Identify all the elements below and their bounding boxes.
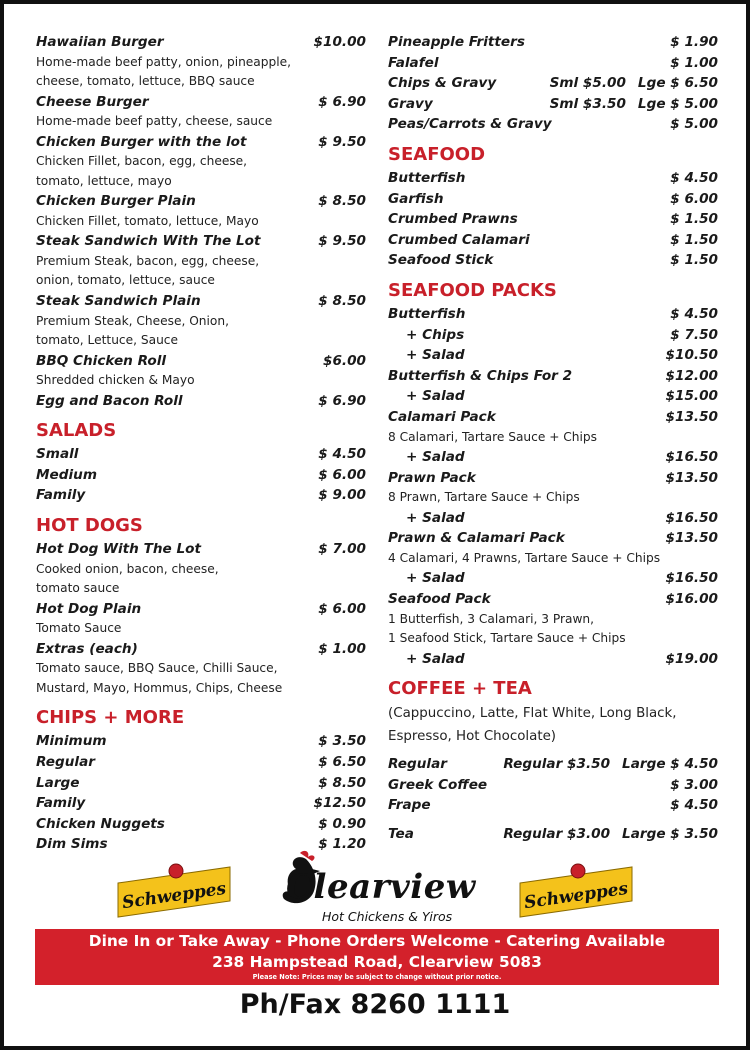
item-price: $ 4.50: [670, 797, 718, 814]
menu-item-row: [388, 209, 718, 230]
item-price: $ 7.50: [670, 326, 718, 343]
item-name: Greek Coffee: [388, 776, 488, 793]
item-name: Butterfish: [388, 305, 466, 322]
item-name: Medium: [36, 466, 97, 483]
left-column: [36, 32, 366, 855]
item-name: Crumbed Prawns: [388, 211, 518, 228]
item-price: $ 1.00: [318, 640, 366, 657]
item-name: Dim Sims: [36, 836, 108, 853]
menu-item-row: [388, 508, 718, 529]
item-name: Butterfish & Chips For 2: [388, 367, 573, 384]
item-name: Large: [36, 774, 80, 791]
item-price: $ 6.00: [318, 466, 366, 483]
item-price: Lge $ 6.50: [637, 75, 718, 92]
coffee-desc-line: (Cappuccino, Latte, Flat White, Long Black,: [388, 706, 677, 722]
banner-address: 238 Hampstead Road, Clearview 5083: [212, 953, 542, 971]
menu-item-row: [36, 92, 366, 113]
brand-name: Clearview: [286, 867, 476, 907]
seafood-section: [388, 168, 718, 271]
info-banner: [35, 929, 719, 985]
menu-item-row: [388, 73, 718, 94]
item-name: BBQ Chicken Roll: [36, 352, 167, 369]
menu-item-row: [388, 32, 718, 53]
seafood-packs-section: [388, 304, 718, 669]
coffee-description: [388, 702, 718, 748]
item-name: Family: [36, 795, 86, 812]
item-price: $ 8.50: [318, 193, 366, 210]
item-name: Steak Sandwich Plain: [36, 292, 201, 309]
menu-item-row: [388, 528, 718, 549]
item-price: $ 6.00: [670, 190, 718, 207]
item-name: Calamari Pack: [388, 408, 496, 425]
item-price: $ 8.50: [318, 774, 366, 791]
tea-row: [388, 824, 718, 845]
item-name: Prawn & Calamari Pack: [388, 530, 565, 547]
item-description: Chicken Fillet, tomato, lettuce, Mayo: [36, 213, 259, 228]
item-name: Chips & Gravy: [388, 75, 497, 92]
item-price: $ 4.50: [670, 169, 718, 186]
item-name: Gravy: [388, 95, 433, 112]
schweppes-wordmark: Schweppes: [120, 878, 228, 914]
item-price: $ 1.90: [670, 34, 718, 50]
clearview-brand: [266, 849, 486, 929]
item-name: Frape: [388, 797, 431, 814]
item-price: $ 1.50: [670, 231, 718, 248]
menu-item-row: [388, 468, 718, 489]
menu-item-row: [36, 752, 366, 773]
item-name: + Salad: [406, 570, 465, 587]
item-description: 4 Calamari, 4 Prawns, Tartare Sauce + Chips: [388, 550, 661, 565]
brand-subtitle: Hot Chickens & Yiros: [322, 909, 453, 924]
menu-item-row: [388, 325, 718, 346]
item-name: Seafood Stick: [388, 252, 494, 269]
item-price: $16.50: [665, 449, 718, 465]
item-description: Shredded chicken & Mayo: [36, 373, 195, 388]
item-price: Large $ 3.50: [622, 825, 718, 842]
burgers-section: [36, 32, 366, 411]
item-price: $16.00: [665, 590, 718, 607]
schweppes-logo-right: [516, 861, 636, 919]
item-price: $16.50: [665, 570, 718, 587]
menu-item-row: [388, 366, 718, 387]
item-price: $ 1.50: [670, 211, 718, 228]
menu-item-row: [36, 32, 366, 53]
item-price: Lge $ 5.00: [637, 95, 718, 112]
item-name: Hot Dog With The Lot: [36, 541, 201, 558]
hotdogs-title: HOT DOGS: [36, 515, 143, 537]
item-price: $15.00: [665, 388, 718, 405]
item-description: Home-made beef patty, onion, pineapple,: [36, 54, 291, 69]
menu-item-row: [36, 731, 366, 752]
item-price: $ 3.50: [318, 733, 366, 750]
item-name: + Salad: [406, 388, 465, 405]
item-description: Premium Steak, bacon, egg, cheese,: [36, 253, 260, 268]
menu-item-row: [388, 386, 718, 407]
item-name: + Salad: [406, 509, 465, 526]
menu-item-row: [388, 94, 718, 115]
item-name: Crumbed Calamari: [388, 231, 530, 248]
item-price: $ 1.50: [670, 252, 718, 269]
banner-services: Dine In or Take Away - Phone Orders Welcome - Catering Available: [88, 932, 666, 950]
footer-logos: [4, 849, 746, 929]
item-price: $ 1.00: [670, 54, 718, 71]
menu-item-row: [388, 304, 718, 325]
item-price: $19.00: [665, 650, 718, 667]
menu-item-row: [388, 189, 718, 210]
menu-item-row: [36, 773, 366, 794]
item-price: $13.50: [665, 408, 718, 425]
menu-item-row: [36, 639, 366, 660]
item-price: $ 8.50: [318, 292, 366, 309]
item-name: Steak Sandwich With The Lot: [36, 233, 261, 250]
menu-item-row: [388, 568, 718, 589]
item-description: tomato sauce: [36, 581, 120, 596]
menu-item-row: [36, 291, 366, 312]
menu-item-row: [36, 351, 366, 372]
item-name: Cheese Burger: [36, 93, 149, 110]
item-name: Family: [36, 487, 86, 504]
item-name: Hot Dog Plain: [36, 600, 142, 617]
menu-item-row: [388, 649, 718, 670]
item-price: $ 5.00: [670, 116, 718, 133]
item-price: $ 6.00: [318, 600, 366, 617]
item-description: 8 Calamari, Tartare Sauce + Chips: [388, 429, 598, 444]
banner-note: Please Note: Prices may be subject to change without prior notice.: [252, 973, 502, 981]
item-name: + Chips: [406, 326, 465, 343]
item-price: $16.50: [665, 509, 718, 526]
item-name: Garfish: [388, 190, 444, 207]
menu-item-row: [36, 539, 366, 560]
menu-item-row: [388, 775, 718, 796]
item-name: Falafel: [388, 54, 439, 71]
menu-item-row: [36, 391, 366, 412]
menu-item-row: [388, 589, 718, 610]
salads-title: SALADS: [36, 420, 117, 442]
sides-section: [388, 32, 718, 135]
item-price: $ 6.90: [318, 392, 366, 409]
menu-item-row: [388, 114, 718, 135]
item-price: $13.50: [665, 530, 718, 547]
item-name: Minimum: [36, 733, 107, 750]
item-price: $13.50: [665, 469, 718, 486]
schweppes-logo-left: [114, 861, 234, 919]
menu-item-row: [388, 795, 718, 816]
packs-title: SEAFOOD PACKS: [388, 279, 557, 301]
item-price: $ 6.90: [318, 93, 366, 110]
item-name: Regular: [388, 756, 447, 773]
item-price: $ 0.90: [318, 815, 366, 832]
item-description: cheese, tomato, lettuce, BBQ sauce: [36, 74, 255, 89]
menu-item-row: [36, 599, 366, 620]
item-description: Tomato Sauce: [36, 621, 122, 636]
item-description: 1 Butterfish, 3 Calamari, 3 Prawn,: [388, 611, 595, 626]
item-description: onion, tomato, lettuce, sauce: [36, 273, 215, 288]
item-name: + Salad: [406, 347, 465, 364]
item-price: $ 1.20: [318, 836, 366, 853]
menu-item-row: [36, 485, 366, 506]
item-name: Butterfish: [388, 169, 466, 186]
item-description: tomato, Lettuce, Sauce: [36, 333, 178, 348]
item-price: $ 9.50: [318, 233, 366, 250]
item-description: 8 Prawn, Tartare Sauce + Chips: [388, 490, 580, 505]
item-description: 1 Seafood Stick, Tartare Sauce + Chips: [388, 631, 626, 646]
salads-section: [36, 444, 366, 506]
item-price: $ 4.50: [670, 305, 718, 322]
item-price: $12.50: [313, 795, 366, 812]
item-name: Pineapple Fritters: [388, 34, 525, 50]
menu-item-row: [36, 793, 366, 814]
menu-item-row: [36, 814, 366, 835]
item-price: $ 9.00: [318, 487, 366, 504]
menu-item-row: [36, 132, 366, 153]
item-price: $6.00: [323, 352, 366, 369]
menu-item-row: [388, 754, 718, 775]
item-price: $ 3.00: [670, 776, 718, 793]
item-mid-price: Sml $5.00: [549, 75, 626, 92]
chips-title: CHIPS + MORE: [36, 707, 185, 729]
item-mid-price: Regular $3.00: [503, 825, 611, 842]
coffee-desc-line: Espresso, Hot Chocolate): [388, 729, 557, 745]
item-mid-price: Regular $3.50: [503, 756, 611, 773]
menu-item-row: [36, 231, 366, 252]
item-name: Chicken Burger Plain: [36, 193, 196, 210]
seafood-title: SEAFOOD: [388, 143, 486, 165]
menu-item-row: [388, 407, 718, 428]
phone-number: Ph/Fax 8260 1111: [239, 989, 511, 1020]
item-name: Peas/Carrots & Gravy: [388, 116, 552, 133]
hotdogs-section: [36, 539, 366, 698]
item-name: Extras (each): [36, 640, 138, 657]
item-description: Mustard, Mayo, Hommus, Chips, Cheese: [36, 680, 283, 695]
menu-item-row: [388, 168, 718, 189]
item-price: $12.00: [665, 367, 718, 384]
item-name: Chicken Nuggets: [36, 815, 165, 832]
coffee-title: COFFEE + TEA: [388, 678, 532, 700]
item-name: + Salad: [406, 650, 465, 667]
item-price: Large $ 4.50: [622, 756, 718, 773]
item-description: tomato, lettuce, mayo: [36, 173, 172, 188]
item-name: + Salad: [406, 449, 465, 465]
coffee-section: [388, 754, 718, 816]
item-price: $ 9.50: [318, 133, 366, 150]
item-name: Hawaiian Burger: [36, 34, 164, 50]
item-name: Tea: [388, 825, 414, 842]
menu-item-row: [388, 230, 718, 251]
item-price: $10.00: [313, 34, 366, 50]
item-name: Chicken Burger with the lot: [36, 133, 247, 150]
item-description: Chicken Fillet, bacon, egg, cheese,: [36, 154, 248, 169]
menu-item-row: [388, 250, 718, 271]
item-name: Prawn Pack: [388, 469, 476, 486]
item-mid-price: Sml $3.50: [549, 95, 626, 112]
menu-item-row: [36, 444, 366, 465]
item-description: Cooked onion, bacon, cheese,: [36, 561, 219, 576]
item-description: Home-made beef patty, cheese, sauce: [36, 114, 273, 129]
item-price: $10.50: [665, 347, 718, 364]
item-description: Tomato sauce, BBQ Sauce, Chilli Sauce,: [36, 661, 278, 676]
schweppes-wordmark: Schweppes: [522, 878, 630, 914]
item-price: $ 7.00: [318, 541, 366, 558]
item-name: Small: [36, 446, 79, 463]
item-name: Seafood Pack: [388, 590, 491, 607]
right-column: [388, 32, 718, 845]
item-price: $ 4.50: [318, 446, 366, 463]
menu-item-row: [36, 465, 366, 486]
item-description: Premium Steak, Cheese, Onion,: [36, 313, 229, 328]
chips-section: [36, 731, 366, 855]
menu-item-row: [388, 345, 718, 366]
menu-item-row: [388, 447, 718, 468]
item-price: $ 6.50: [318, 753, 366, 770]
item-name: Regular: [36, 753, 95, 770]
menu-item-row: [36, 191, 366, 212]
menu-item-row: [388, 53, 718, 74]
item-name: Egg and Bacon Roll: [36, 392, 183, 409]
